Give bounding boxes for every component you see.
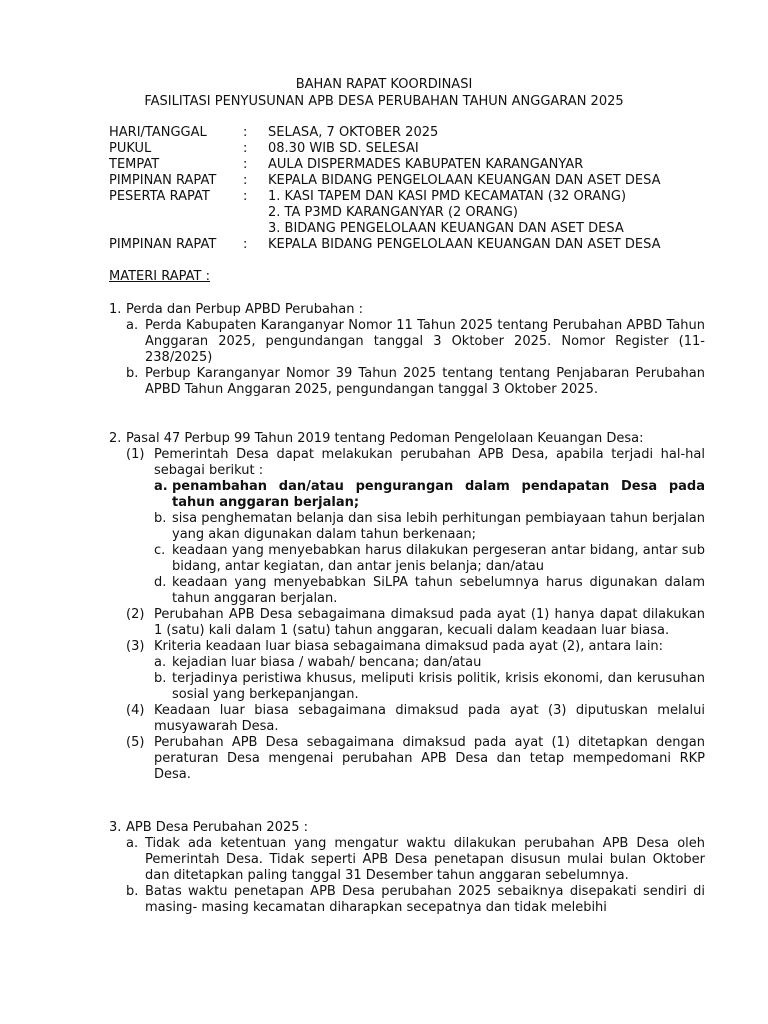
- item-label: b.: [126, 366, 139, 381]
- list-item: [109, 836, 705, 884]
- info-label: PIMPINAN RAPAT: [109, 237, 217, 252]
- info-label: HARI/TANGGAL: [109, 125, 207, 140]
- info-label: [109, 205, 243, 221]
- paragraph-text: Perubahan APB Desa sebagaimana dimaksud pada ayat (1) hanya dapat dilakukan 1 (satu) kali dalam 1 (satu) tahun anggaran, kecuali dalam keadaan luar biasa.: [154, 607, 705, 638]
- paragraph-label: (2): [126, 607, 145, 622]
- section-2: [109, 431, 705, 783]
- info-label: PIMPINAN RAPAT: [109, 173, 217, 188]
- section-1: [109, 302, 705, 398]
- item-label: b.: [154, 671, 167, 686]
- info-value: SELASA, 7 OKTOBER 2025: [268, 125, 439, 140]
- info-colon: :: [243, 157, 248, 172]
- item-text: penambahan dan/atau pengurangan dalam pendapatan Desa pada tahun anggaran berjalan;: [172, 479, 705, 510]
- section-title: Perda dan Perbup APBD Perubahan :: [126, 302, 363, 317]
- item-text: Perda Kabupaten Karanganyar Nomor 11 Tahun 2025 tentang Perubahan APBD Tahun Anggaran 2025, pengundangan tanggal 3 Oktober 2025. Nomor Register (11-238/2025): [145, 318, 705, 365]
- item-label: a.: [126, 836, 139, 851]
- item-label: c.: [154, 543, 166, 558]
- item-text: sisa penghematan belanja dan sisa lebih perhitungan pembiayaan tahun berjalan yang akan digunakan dalam tahun berkenaan;: [172, 511, 705, 542]
- paragraph-label: (4): [126, 703, 145, 718]
- section-number: 2.: [109, 431, 122, 446]
- paragraph-text: Kriteria keadaan luar biasa sebagaimana dimaksud pada ayat (2), antara lain:: [154, 639, 664, 654]
- list-item: [109, 318, 705, 366]
- item-label: b.: [154, 511, 167, 526]
- list-item: [109, 479, 705, 511]
- paragraph-label: (3): [126, 639, 145, 654]
- paragraph-3: [109, 639, 705, 655]
- item-label: a.: [154, 479, 168, 494]
- info-label: [109, 221, 243, 237]
- paragraph-label: (1): [126, 447, 145, 462]
- item-text: kejadian luar biasa / wabah/ bencana; dan/atau: [172, 655, 482, 670]
- info-row-participants: [109, 189, 729, 205]
- paragraph-text: Keadaan luar biasa sebagaimana dimaksud pada ayat (3) diputuskan melalui musyawarah Desa.: [154, 703, 705, 734]
- info-colon: :: [243, 141, 248, 156]
- info-row-chair: [109, 237, 729, 253]
- item-text: keadaan yang menyebabkan SiLPA tahun sebelumnya harus digunakan dalam tahun anggaran berjalan.: [172, 575, 705, 606]
- info-label: TEMPAT: [109, 157, 160, 172]
- info-colon: :: [243, 173, 248, 188]
- list-item: [109, 655, 705, 671]
- item-text: keadaan yang menyebabkan harus dilakukan pergeseran antar bidang, antar sub bidang, antar kegiatan, dan antar jenis belanja; dan/atau: [172, 543, 705, 574]
- section-heading: [109, 431, 705, 447]
- materi-heading: MATERI RAPAT :: [109, 269, 210, 284]
- item-text: terjadinya peristiwa khusus, meliputi krisis politik, krisis ekonomi, dan kerusuhan sosial yang berkepanjangan.: [172, 671, 705, 702]
- meeting-info: [109, 125, 729, 253]
- list-item: [109, 511, 705, 543]
- paragraph-label: (5): [126, 735, 145, 750]
- list-item: [109, 366, 705, 398]
- section-title: APB Desa Perubahan 2025 :: [126, 820, 309, 835]
- info-colon: [243, 205, 268, 221]
- section-heading: [109, 302, 705, 318]
- paragraph-5: [109, 735, 705, 783]
- list-item: [109, 671, 705, 703]
- info-value: 08.30 WIB SD. SELESAI: [268, 141, 419, 156]
- info-colon: :: [243, 125, 248, 140]
- document-subtitle: FASILITASI PENYUSUNAN APB DESA PERUBAHAN TAHUN ANGGARAN 2025: [144, 94, 624, 109]
- item-label: b.: [126, 884, 139, 899]
- info-colon: [243, 221, 268, 237]
- info-row-chair: [109, 173, 729, 189]
- item-text: Tidak ada ketentuan yang mengatur waktu dilakukan perubahan APB Desa oleh Pemerintah Desa. Tidak seperti APB Desa penetapan disusun mulai bulan Oktober dan ditetapkan paling tanggal 31 Desember tahun anggaran sebelumnya.: [145, 836, 705, 883]
- info-value: KEPALA BIDANG PENGELOLAAN KEUANGAN DAN ASET DESA: [268, 237, 661, 252]
- item-label: d.: [154, 575, 167, 590]
- list-item: [109, 543, 705, 575]
- info-row-participants: [109, 205, 729, 221]
- paragraph-4: [109, 703, 705, 735]
- section-number: 1.: [109, 302, 122, 317]
- info-value: 2. TA P3MD KARANGANYAR (2 ORANG): [268, 205, 518, 220]
- paragraph-2: [109, 607, 705, 639]
- info-row-participants: [109, 221, 729, 237]
- info-value: 1. KASI TAPEM DAN KASI PMD KECAMATAN (32 ORANG): [268, 189, 627, 204]
- list-item: [109, 575, 705, 607]
- info-label: PESERTA RAPAT: [109, 189, 210, 204]
- paragraph-1: [109, 447, 705, 479]
- section-title: Pasal 47 Perbup 99 Tahun 2019 tentang Pedoman Pengelolaan Keuangan Desa:: [126, 431, 644, 446]
- document-title: BAHAN RAPAT KOORDINASI: [295, 77, 473, 92]
- item-label: a.: [154, 655, 167, 670]
- info-colon: :: [243, 237, 248, 252]
- item-text: Batas waktu penetapan APB Desa perubahan 2025 sebaiknya disepakati sendiri di masing- masing kecamatan diharapkan secepatnya dan tidak melebihi: [145, 884, 705, 915]
- info-row-place: [109, 157, 729, 173]
- item-text: Perbup Karanganyar Nomor 39 Tahun 2025 tentang tentang Penjabaran Perubahan APBD Tahun Anggaran 2025, pengundangan tanggal 3 Oktober 2025.: [145, 366, 705, 397]
- info-label: PUKUL: [109, 141, 152, 156]
- info-value: AULA DISPERMADES KABUPATEN KARANGANYAR: [268, 157, 584, 172]
- info-row-date: [109, 125, 729, 141]
- info-colon: :: [243, 189, 248, 204]
- section-heading: [109, 820, 705, 836]
- list-item: [109, 884, 705, 916]
- info-row-time: [109, 141, 729, 157]
- item-label: a.: [126, 318, 139, 333]
- paragraph-text: Pemerintah Desa dapat melakukan perubahan APB Desa, apabila terjadi hal-hal sebagai berikut :: [154, 447, 705, 478]
- info-value: KEPALA BIDANG PENGELOLAAN KEUANGAN DAN ASET DESA: [268, 173, 661, 188]
- info-value: 3. BIDANG PENGELOLAAN KEUANGAN DAN ASET DESA: [268, 221, 624, 236]
- section-3: [109, 820, 705, 916]
- paragraph-text: Perubahan APB Desa sebagaimana dimaksud pada ayat (1) ditetapkan dengan peraturan Desa mengenai perubahan APB Desa dan tetap mempedomani RKP Desa.: [154, 735, 705, 782]
- section-number: 3.: [109, 820, 122, 835]
